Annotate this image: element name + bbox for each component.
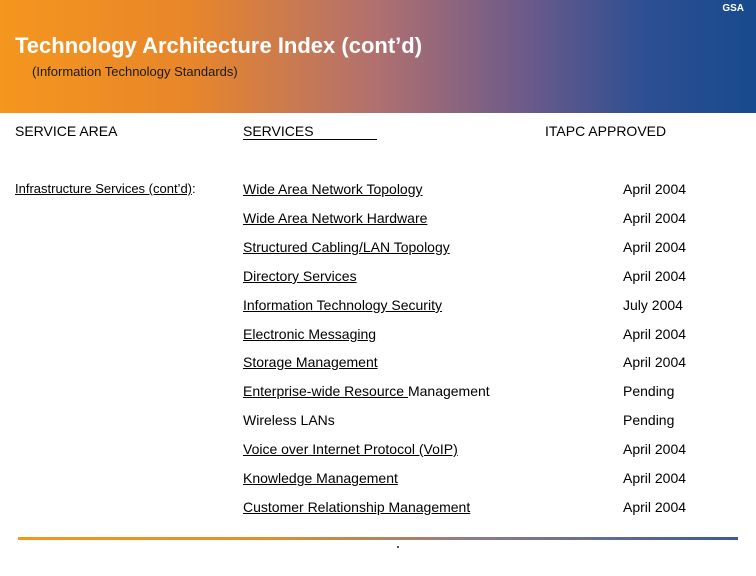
approval-date: April 2004 [623,470,687,486]
approval-date: April 2004 [623,326,687,342]
column-header-approved: ITAPC APPROVED [545,123,667,139]
service-row [0,470,756,490]
service-name [243,297,442,313]
service-area-colon: : [192,181,196,196]
service-row [0,326,756,346]
approval-date: April 2004 [623,441,687,457]
approval-date: Pending [623,383,675,399]
service-name [243,412,335,428]
approval-date: April 2004 [623,499,687,515]
service-link[interactable]: Knowledge Management [243,470,398,486]
service-name [243,210,427,226]
footer-dot [397,546,399,548]
service-row [0,412,756,432]
service-link[interactable]: Structured Cabling/LAN Topology [243,239,450,255]
service-link[interactable]: Wide Area Network Hardware [243,210,428,226]
service-link[interactable]: Information Technology Security [243,297,442,313]
approval-date: July 2004 [623,297,683,313]
footer-divider [18,537,738,540]
service-link[interactable]: Customer Relationship Management [243,499,471,515]
approval-date: April 2004 [623,210,687,226]
service-text: Management [407,383,490,399]
service-row [0,268,756,288]
service-name [243,383,490,399]
service-name [243,354,378,370]
column-header-services: SERVICES [243,123,377,140]
service-name [243,441,458,457]
service-row [0,210,756,230]
service-row [0,383,756,403]
approval-date: Pending [623,412,675,428]
approval-date: April 2004 [623,181,687,197]
service-row [0,441,756,461]
service-name [243,181,423,197]
service-link[interactable]: Wide Area Network Topology [243,181,423,197]
service-text: Wireless LANs [243,412,335,428]
service-row [0,354,756,374]
service-name [243,470,398,486]
page-title: Technology Architecture Index (cont’d) [15,33,423,58]
column-header-service-area: SERVICE AREA [15,123,118,139]
approval-date: April 2004 [623,354,687,370]
approval-date: April 2004 [623,239,687,255]
service-name [243,239,450,255]
gsa-badge: GSA [722,3,744,14]
service-name [243,499,470,515]
service-link[interactable]: Electronic Messaging [243,326,377,342]
service-row [0,239,756,259]
service-link[interactable]: Voice over Internet Protocol (VoIP) [243,441,458,457]
service-row [0,181,756,201]
service-area-name: Infrastructure Services (cont’d) [15,181,193,196]
service-row [0,297,756,317]
service-link[interactable]: Storage Management [243,354,378,370]
service-row [0,499,756,519]
approval-date: April 2004 [623,268,687,284]
service-link[interactable]: Directory Services [243,268,357,284]
service-name [243,268,357,284]
service-name [243,326,376,342]
page-subtitle: (Information Technology Standards) [32,64,238,79]
service-link[interactable]: Enterprise-wide Resource [243,383,408,399]
